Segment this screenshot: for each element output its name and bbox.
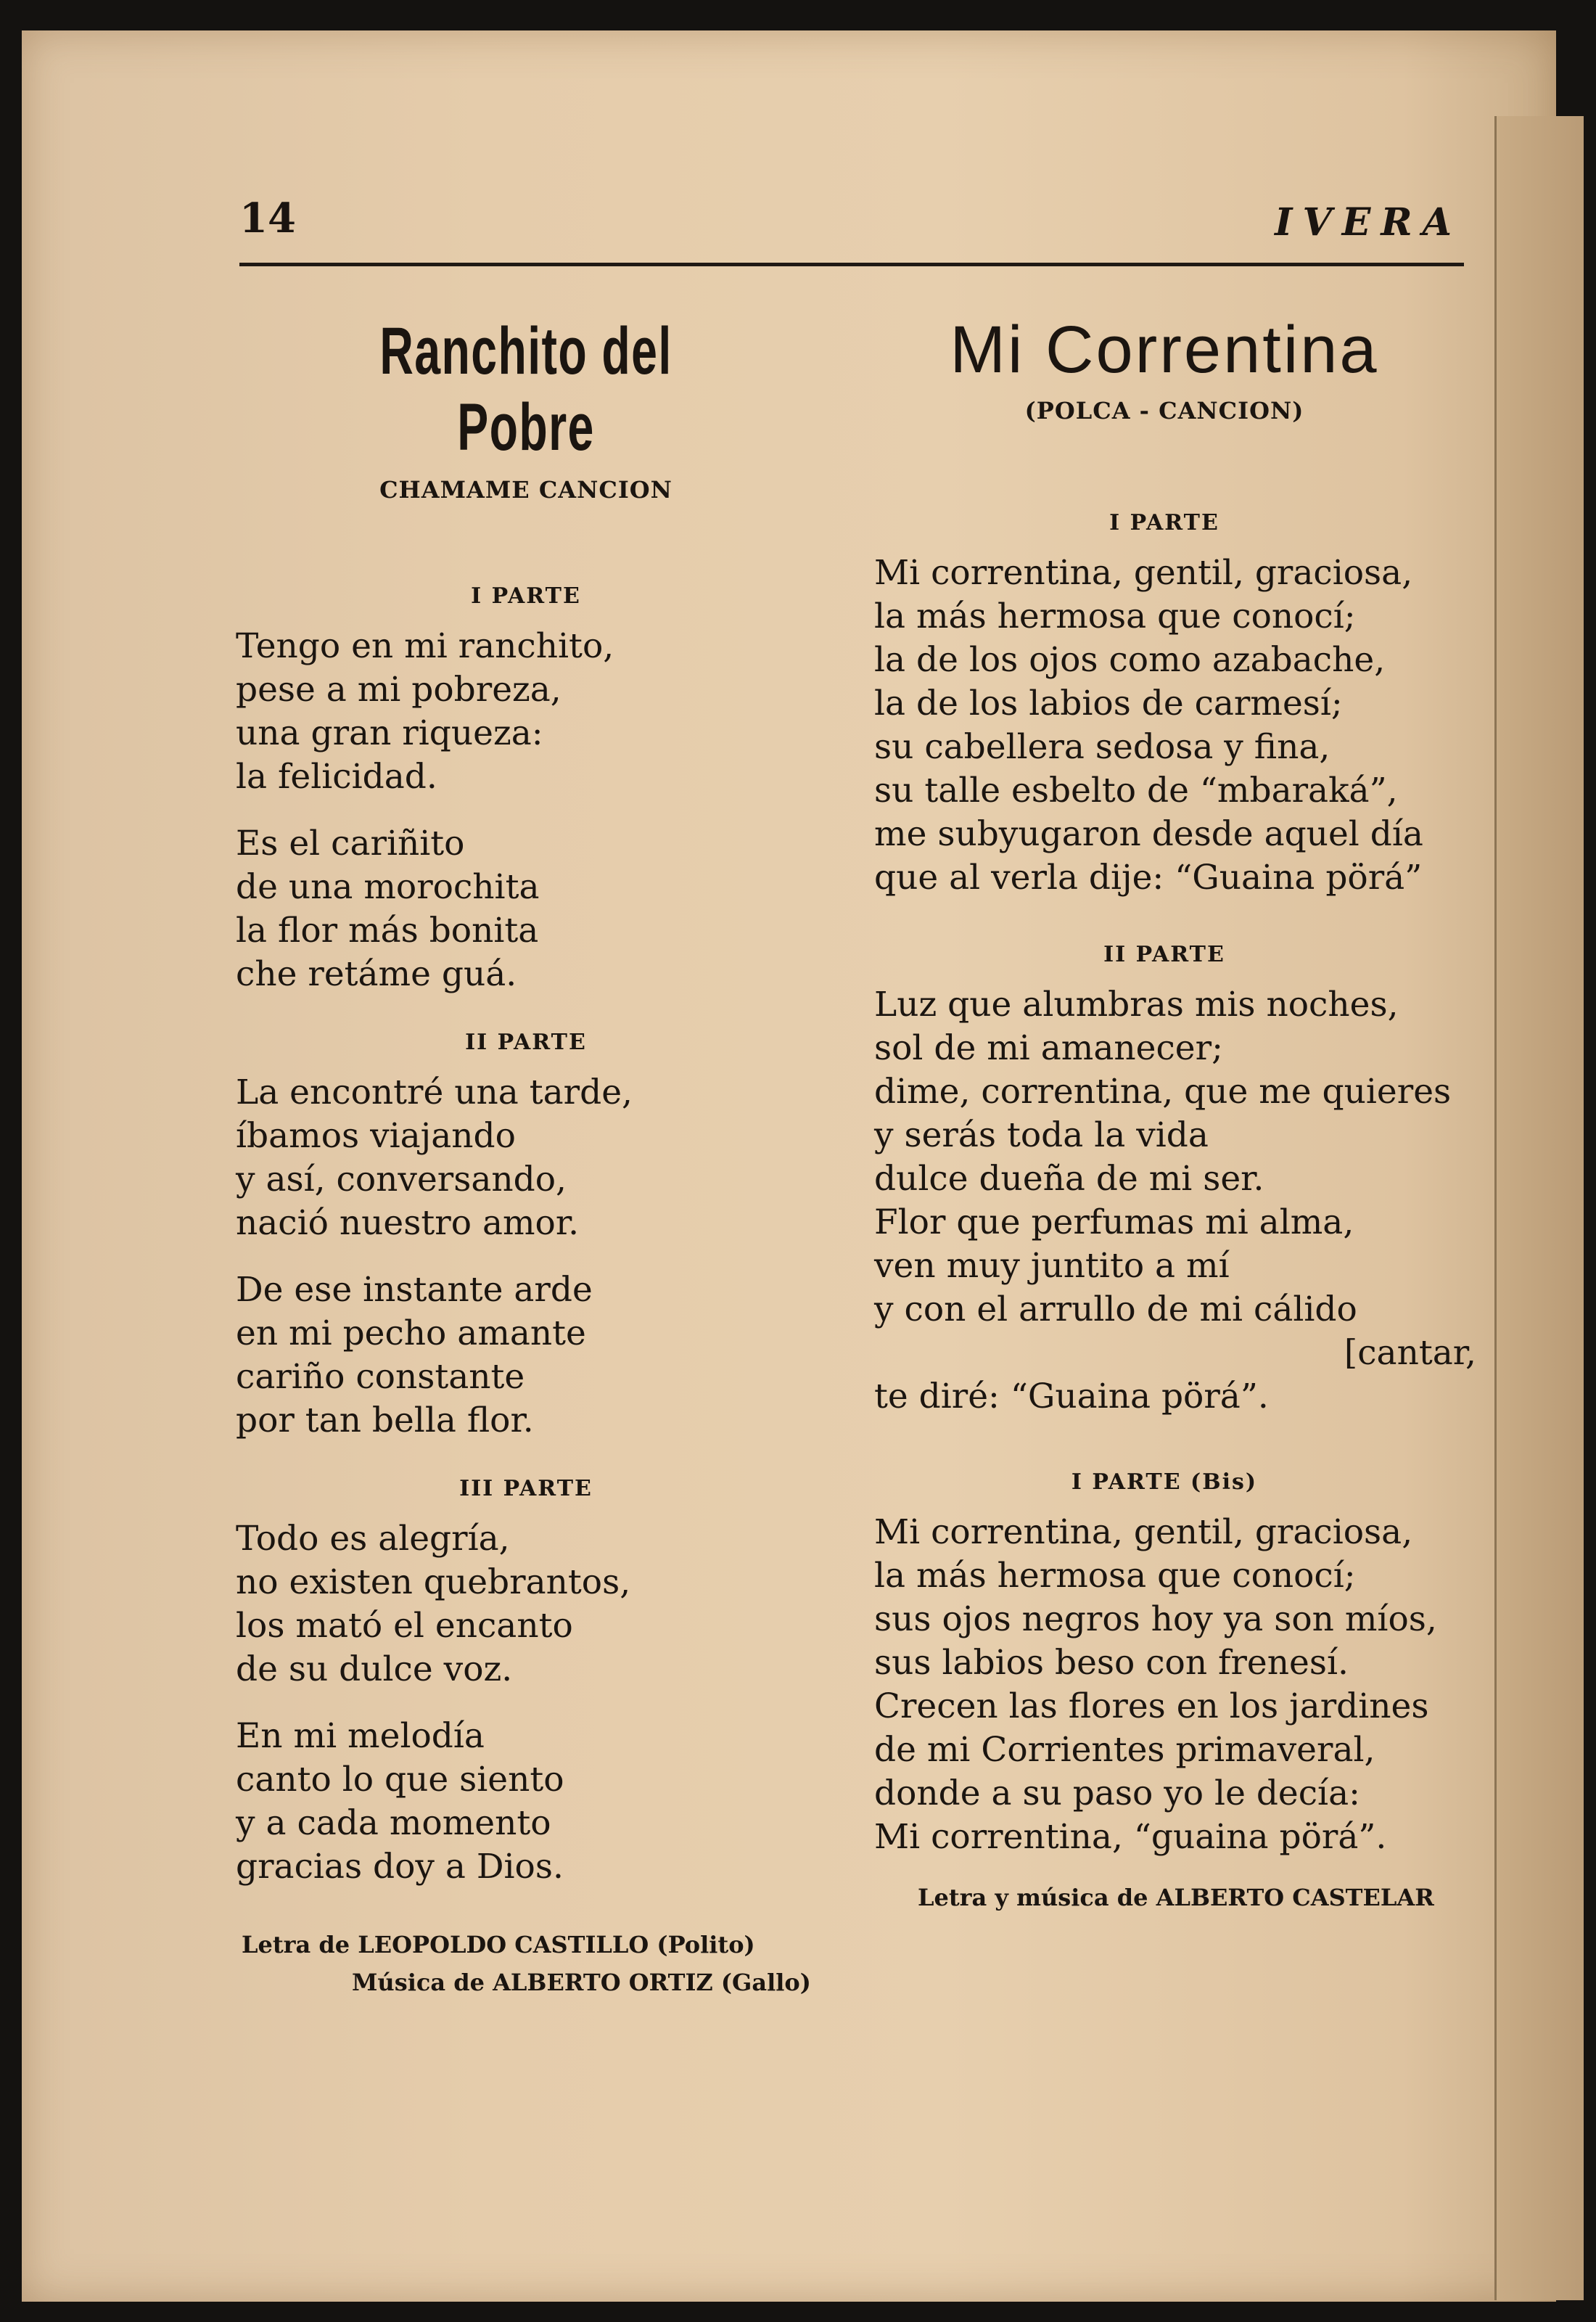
- left-stanza: [236, 1071, 816, 1245]
- right-part-heading: I PARTE (Bis): [1071, 1469, 1258, 1495]
- right-song-subtitle: (POLCA - CANCION): [1024, 397, 1304, 424]
- verse-line: nació nuestro amor.: [236, 1203, 580, 1243]
- verse-line: la felicidad.: [236, 757, 437, 797]
- left-part-heading: II PARTE: [465, 1030, 587, 1055]
- verse-line: los mató el encanto: [236, 1606, 573, 1646]
- left-stanza: [236, 1715, 816, 1889]
- verse-line: que al verla dije: “Guaina pörá”: [874, 858, 1423, 898]
- right-song-column: [874, 305, 1498, 1911]
- header-rule: [239, 263, 1464, 266]
- verse-line: su cabellera sedosa y fina,: [874, 727, 1330, 767]
- left-song-column: [236, 305, 816, 1996]
- verse-line: Flor que perfumas mi alma,: [874, 1202, 1354, 1242]
- verse-line: Es el cariñito: [236, 824, 465, 863]
- verse-line: y así, conversando,: [236, 1160, 567, 1199]
- verse-line: y a cada momento: [236, 1803, 551, 1843]
- verse-line: te diré: “Guaina pörá”.: [874, 1377, 1269, 1416]
- verse-line: dulce dueña de mi ser.: [874, 1159, 1264, 1199]
- right-part-heading: I PARTE: [1109, 510, 1219, 536]
- verse-line: Mi correntina, gentil, graciosa,: [874, 553, 1413, 593]
- verse-line: donde a su paso yo le decía:: [874, 1773, 1360, 1813]
- verse-line: che retáme guá.: [236, 954, 517, 994]
- verse-line: no existen quebrantos,: [236, 1562, 631, 1602]
- left-part-heading: III PARTE: [459, 1476, 593, 1501]
- verse-line: la flor más bonita: [236, 911, 539, 951]
- verse-line: pese a mi pobreza,: [236, 670, 562, 710]
- verse-line: cariño constante: [236, 1357, 525, 1397]
- verse-line: una gran riqueza:: [236, 713, 543, 753]
- verse-line: de mi Corrientes primaveral,: [874, 1730, 1375, 1770]
- verse-line: La encontré una tarde,: [236, 1072, 633, 1112]
- verse-line: y con el arrullo de mi cálido: [874, 1289, 1357, 1329]
- verse-line: sol de mi amanecer;: [874, 1028, 1223, 1068]
- right-stanza: [874, 1511, 1498, 1859]
- right-part-heading: II PARTE: [1103, 942, 1225, 967]
- next-page-edge: [1494, 116, 1584, 2300]
- left-credits-lyrics: Letra de LEOPOLDO CASTILLO (Polito): [242, 1931, 755, 1958]
- verse-line: y serás toda la vida: [874, 1115, 1209, 1155]
- verse-line: sus ojos negros hoy ya son míos,: [874, 1599, 1437, 1639]
- verse-line: Mi correntina, gentil, graciosa,: [874, 1512, 1413, 1552]
- verse-line: Crecen las flores en los jardines: [874, 1686, 1429, 1726]
- left-stanza: [236, 822, 816, 996]
- verse-overflow: [cantar,: [1344, 1333, 1476, 1373]
- verse-line: sus labios beso con frenesí.: [874, 1643, 1349, 1683]
- left-stanza: [236, 1268, 816, 1443]
- verse-line: Mi correntina, “guaina pörá”.: [874, 1817, 1387, 1857]
- left-credits-music: Música de ALBERTO ORTIZ (Gallo): [352, 1969, 811, 1996]
- right-song-title: Mi Correntina: [950, 313, 1379, 387]
- verse-line: su talle esbelto de “mbaraká”,: [874, 771, 1398, 811]
- right-stanza: [874, 551, 1498, 900]
- running-title: IVERA: [1275, 200, 1462, 245]
- left-song-subtitle: CHAMAME CANCION: [379, 476, 672, 504]
- verse-line: ven muy juntito a mí: [874, 1246, 1230, 1286]
- verse-line: la de los ojos como azabache,: [874, 640, 1386, 680]
- verse-line: dime, correntina, que me quieres: [874, 1072, 1452, 1112]
- verse-line: íbamos viajando: [236, 1116, 516, 1156]
- left-stanza: [236, 1517, 816, 1691]
- verse-line: de una morochita: [236, 867, 540, 907]
- right-credits: Letra y música de ALBERTO CASTELAR: [918, 1884, 1434, 1911]
- verse-line: la más hermosa que conocí;: [874, 1556, 1356, 1596]
- right-stanza: [874, 983, 1498, 1419]
- left-stanza: [236, 625, 816, 799]
- verse-line: Tengo en mi ranchito,: [236, 626, 614, 666]
- left-song-title: Ranchito del Pobre: [379, 314, 672, 464]
- page-number: 14: [239, 194, 296, 242]
- verse-line: En mi melodía: [236, 1716, 485, 1756]
- verse-line: Luz que alumbras mis noches,: [874, 985, 1399, 1025]
- verse-line: canto lo que siento: [236, 1760, 564, 1800]
- verse-line: Todo es alegría,: [236, 1519, 510, 1559]
- verse-line: gracias doy a Dios.: [236, 1847, 564, 1887]
- verse-line: de su dulce voz.: [236, 1649, 513, 1689]
- verse-line: la de los labios de carmesí;: [874, 684, 1343, 723]
- verse-line: De ese instante arde: [236, 1270, 593, 1310]
- verse-line: por tan bella flor.: [236, 1400, 534, 1440]
- verse-line: me subyugaron desde aquel día: [874, 814, 1423, 854]
- left-part-heading: I PARTE: [471, 583, 581, 609]
- verse-line: en mi pecho amante: [236, 1313, 586, 1353]
- verse-line: la más hermosa que conocí;: [874, 596, 1356, 636]
